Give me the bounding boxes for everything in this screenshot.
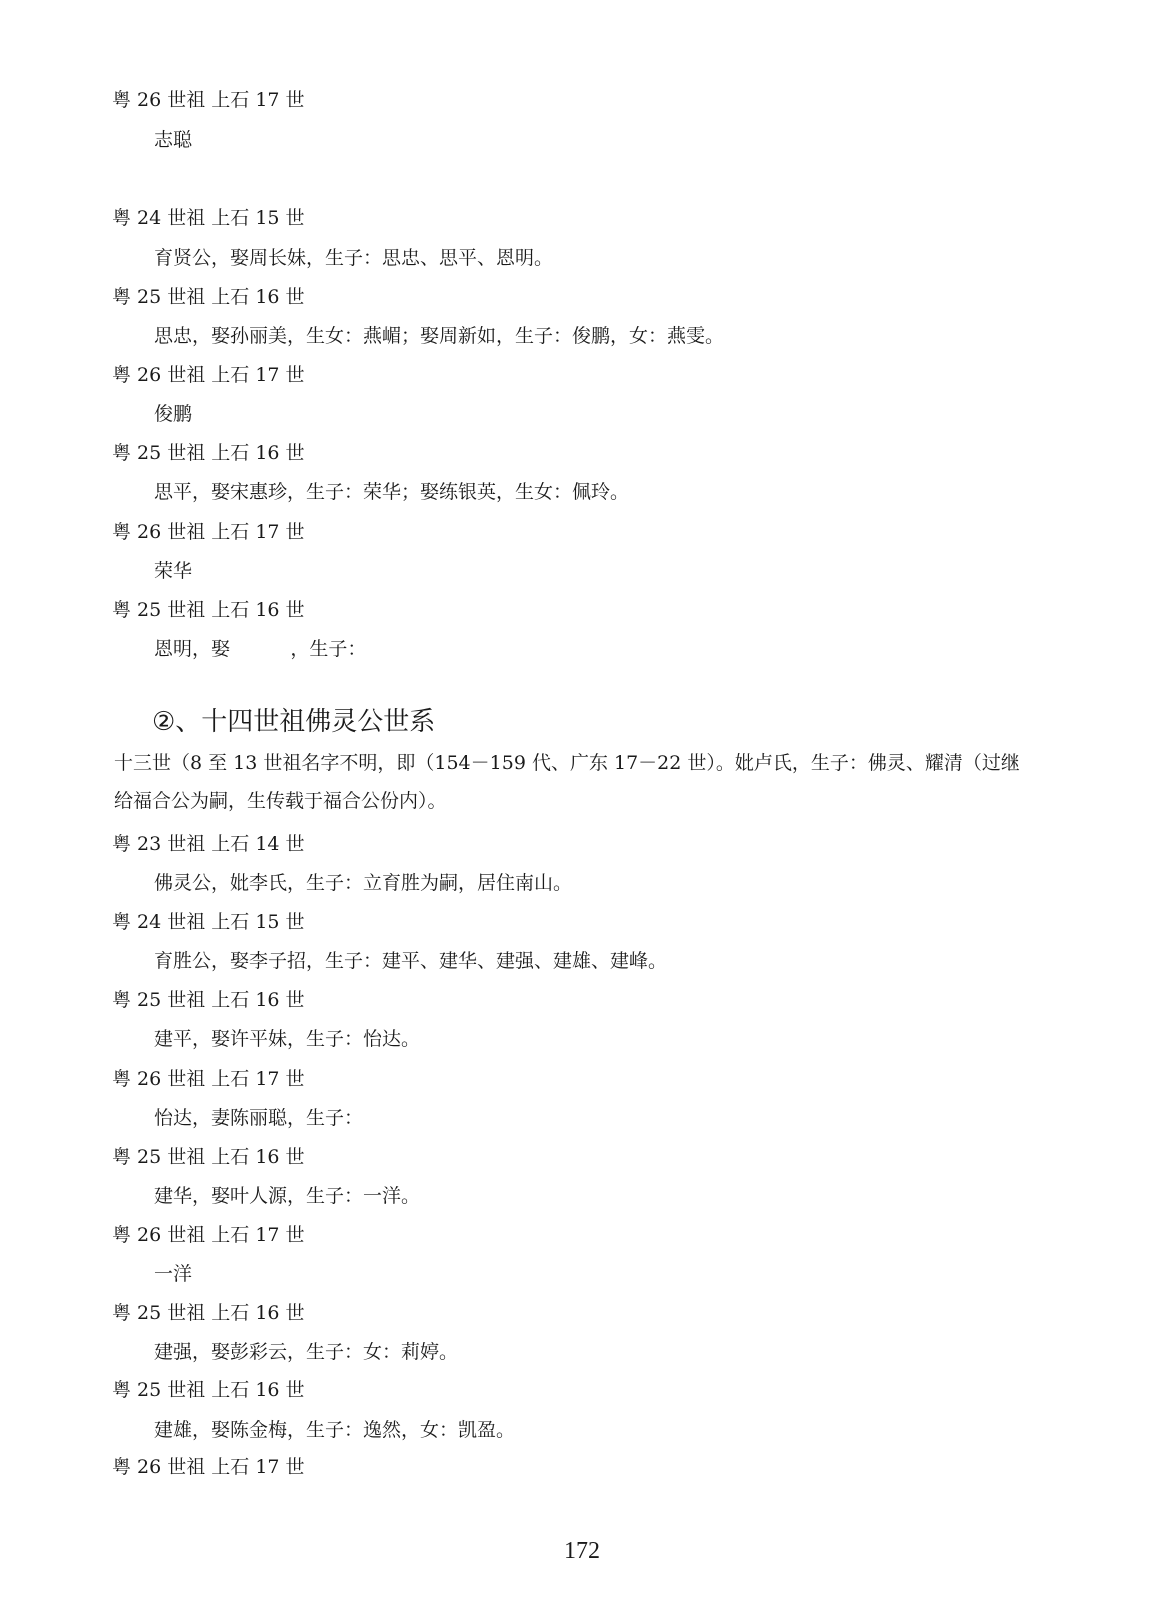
generation-header: 粤 26 世祖 上石 17 世 bbox=[112, 89, 305, 111]
genealogy-entry: 建雄，娶陈金梅，生子：逸然，女：凯盈。 bbox=[154, 1419, 516, 1441]
generation-header: 粤 25 世祖 上石 16 世 bbox=[112, 1302, 305, 1324]
genealogy-entry: 建平，娶许平妹，生子：怡达。 bbox=[154, 1028, 421, 1050]
genealogy-entry: 建强，娶彭彩云，生子：女：莉婷。 bbox=[154, 1341, 459, 1363]
genealogy-entry: 建华，娶叶人源，生子：一洋。 bbox=[154, 1185, 421, 1207]
page-number: 172 bbox=[564, 1538, 600, 1564]
genealogy-entry: 恩明，娶 ，生子： bbox=[154, 638, 367, 660]
genealogy-entry: 一洋 bbox=[154, 1263, 193, 1285]
genealogy-entry: 育贤公，娶周长妹，生子：思忠、思平、恩明。 bbox=[154, 247, 554, 269]
generation-header: 粤 26 世祖 上石 17 世 bbox=[112, 364, 305, 386]
generation-header: 粤 23 世祖 上石 14 世 bbox=[112, 833, 305, 855]
generation-header: 粤 24 世祖 上石 15 世 bbox=[112, 207, 305, 229]
intro-paragraph: 十三世（8 至 13 世祖名字不明，即（154－159 代、广东 17－22 世）。妣卢氏，生子：佛灵、耀清（过继给福合公为嗣，生传载于福合公份内）。 bbox=[114, 752, 1020, 812]
section-heading: ②、十四世祖佛灵公世系 bbox=[152, 707, 436, 737]
genealogy-entry: 荣华 bbox=[154, 560, 193, 582]
generation-header: 粤 24 世祖 上石 15 世 bbox=[112, 911, 305, 933]
generation-header: 粤 25 世祖 上石 16 世 bbox=[112, 599, 305, 621]
genealogy-entry: 怡达，妻陈丽聪，生子： bbox=[154, 1107, 364, 1129]
genealogy-entry: 育胜公，娶李子招，生子：建平、建华、建强、建雄、建峰。 bbox=[154, 950, 668, 972]
generation-header: 粤 26 世祖 上石 17 世 bbox=[112, 1068, 305, 1090]
genealogy-entry: 俊鹏 bbox=[154, 403, 193, 425]
genealogy-entry: 志聪 bbox=[154, 129, 193, 151]
generation-header: 粤 25 世祖 上石 16 世 bbox=[112, 1146, 305, 1168]
generation-header: 粤 25 世祖 上石 16 世 bbox=[112, 989, 305, 1011]
generation-header: 粤 26 世祖 上石 17 世 bbox=[112, 1224, 305, 1246]
generation-header: 粤 25 世祖 上石 16 世 bbox=[112, 286, 305, 308]
generation-header: 粤 25 世祖 上石 16 世 bbox=[112, 1379, 305, 1401]
genealogy-entry: 佛灵公，妣李氏，生子：立育胜为嗣，居住南山。 bbox=[154, 872, 573, 894]
genealogy-entry: 思忠，娶孙丽美，生女：燕嵋；娶周新如，生子：俊鹏，女：燕雯。 bbox=[154, 325, 725, 347]
generation-header: 粤 26 世祖 上石 17 世 bbox=[112, 521, 305, 543]
genealogy-entry: 思平，娶宋惠珍，生子：荣华；娶练银英，生女：佩玲。 bbox=[154, 481, 630, 503]
generation-header: 粤 25 世祖 上石 16 世 bbox=[112, 442, 305, 464]
generation-header: 粤 26 世祖 上石 17 世 bbox=[112, 1456, 305, 1478]
